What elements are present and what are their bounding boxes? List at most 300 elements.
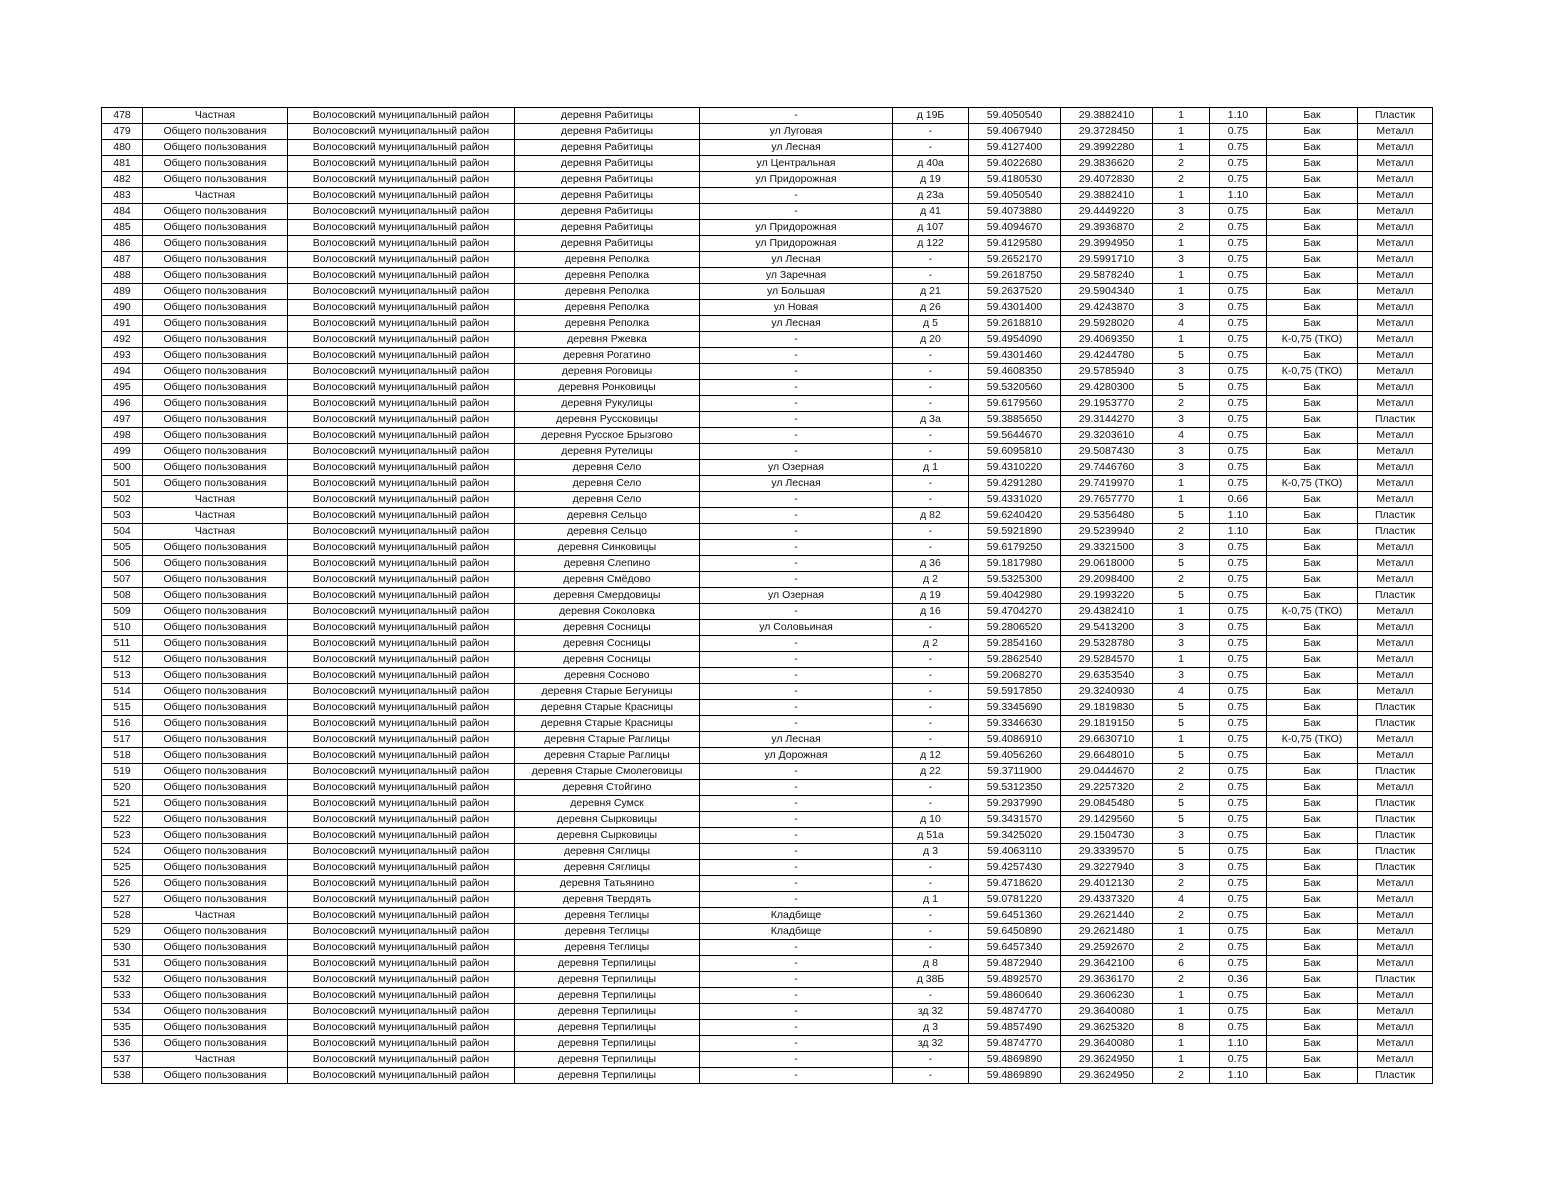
container-count-cell: 1 (1153, 492, 1210, 508)
street-cell: Кладбище (700, 908, 893, 924)
material-cell: Пластик (1358, 828, 1433, 844)
house-cell: - (893, 124, 969, 140)
longitude-cell: 29.3728450 (1061, 124, 1153, 140)
row-number: 518 (102, 748, 143, 764)
district-cell: Волосовский муниципальный район (288, 556, 515, 572)
table-row (102, 188, 1433, 204)
row-number: 481 (102, 156, 143, 172)
material-cell: Металл (1358, 940, 1433, 956)
volume-cell: 1.10 (1210, 1068, 1267, 1084)
row-number: 530 (102, 940, 143, 956)
latitude-cell: 59.6451360 (969, 908, 1061, 924)
latitude-cell: 59.5644670 (969, 428, 1061, 444)
latitude-cell: 59.4869890 (969, 1068, 1061, 1084)
street-cell: ул Придорожная (700, 220, 893, 236)
volume-cell: 0.75 (1210, 300, 1267, 316)
container-count-cell: 3 (1153, 636, 1210, 652)
longitude-cell: 29.1819830 (1061, 700, 1153, 716)
container-type-cell: Бак (1267, 860, 1358, 876)
volume-cell: 0.75 (1210, 1020, 1267, 1036)
material-cell: Металл (1358, 620, 1433, 636)
volume-cell: 0.75 (1210, 636, 1267, 652)
volume-cell: 0.75 (1210, 1052, 1267, 1068)
ownership-cell: Общего пользования (143, 348, 288, 364)
longitude-cell: 29.1993220 (1061, 588, 1153, 604)
district-cell: Волосовский муниципальный район (288, 940, 515, 956)
longitude-cell: 29.3640080 (1061, 1004, 1153, 1020)
longitude-cell: 29.5239940 (1061, 524, 1153, 540)
latitude-cell: 59.4872940 (969, 956, 1061, 972)
container-count-cell: 5 (1153, 556, 1210, 572)
settlement-cell: деревня Смёдово (515, 572, 700, 588)
district-cell: Волосовский муниципальный район (288, 876, 515, 892)
house-cell: - (893, 364, 969, 380)
material-cell: Металл (1358, 124, 1433, 140)
district-cell: Волосовский муниципальный район (288, 396, 515, 412)
container-type-cell: Бак (1267, 620, 1358, 636)
row-number: 536 (102, 1036, 143, 1052)
table-row (102, 364, 1433, 380)
row-number: 537 (102, 1052, 143, 1068)
settlement-cell: деревня Рабитицы (515, 172, 700, 188)
latitude-cell: 59.4608350 (969, 364, 1061, 380)
street-cell: - (700, 892, 893, 908)
container-count-cell: 6 (1153, 956, 1210, 972)
longitude-cell: 29.2592670 (1061, 940, 1153, 956)
longitude-cell: 29.0845480 (1061, 796, 1153, 812)
material-cell: Пластик (1358, 108, 1433, 124)
street-cell: ул Озерная (700, 460, 893, 476)
latitude-cell: 59.4257430 (969, 860, 1061, 876)
row-number: 533 (102, 988, 143, 1004)
longitude-cell: 29.0444670 (1061, 764, 1153, 780)
volume-cell: 0.75 (1210, 332, 1267, 348)
settlement-cell: деревня Терпилицы (515, 1052, 700, 1068)
district-cell: Волосовский муниципальный район (288, 700, 515, 716)
house-cell: - (893, 524, 969, 540)
container-type-cell: Бак (1267, 812, 1358, 828)
container-type-cell: Бак (1267, 300, 1358, 316)
container-count-cell: 5 (1153, 380, 1210, 396)
volume-cell: 0.75 (1210, 732, 1267, 748)
longitude-cell: 29.5356480 (1061, 508, 1153, 524)
house-cell: - (893, 396, 969, 412)
table-row (102, 668, 1433, 684)
table-row (102, 620, 1433, 636)
settlement-cell: деревня Рабитицы (515, 108, 700, 124)
latitude-cell: 59.4127400 (969, 140, 1061, 156)
house-cell: д 82 (893, 508, 969, 524)
row-number: 482 (102, 172, 143, 188)
container-type-cell: Бак (1267, 668, 1358, 684)
longitude-cell: 29.4449220 (1061, 204, 1153, 220)
table-row (102, 540, 1433, 556)
settlement-cell: деревня Село (515, 476, 700, 492)
ownership-cell: Общего пользования (143, 972, 288, 988)
container-count-cell: 3 (1153, 828, 1210, 844)
material-cell: Пластик (1358, 1068, 1433, 1084)
house-cell: - (893, 780, 969, 796)
material-cell: Металл (1358, 1052, 1433, 1068)
longitude-cell: 29.3640080 (1061, 1036, 1153, 1052)
district-cell: Волосовский муниципальный район (288, 892, 515, 908)
house-cell: д 41 (893, 204, 969, 220)
container-type-cell: Бак (1267, 684, 1358, 700)
house-cell: - (893, 684, 969, 700)
longitude-cell: 29.5413200 (1061, 620, 1153, 636)
container-count-cell: 1 (1153, 652, 1210, 668)
latitude-cell: 59.4301460 (969, 348, 1061, 364)
ownership-cell: Общего пользования (143, 940, 288, 956)
ownership-cell: Общего пользования (143, 556, 288, 572)
material-cell: Металл (1358, 220, 1433, 236)
district-cell: Волосовский муниципальный район (288, 796, 515, 812)
container-type-cell: Бак (1267, 828, 1358, 844)
street-cell: ул Лесная (700, 140, 893, 156)
volume-cell: 0.75 (1210, 924, 1267, 940)
volume-cell: 1.10 (1210, 108, 1267, 124)
material-cell: Пластик (1358, 812, 1433, 828)
table-row (102, 892, 1433, 908)
container-count-cell: 1 (1153, 604, 1210, 620)
street-cell: - (700, 716, 893, 732)
ownership-cell: Общего пользования (143, 1004, 288, 1020)
volume-cell: 0.75 (1210, 876, 1267, 892)
container-type-cell: Бак (1267, 988, 1358, 1004)
container-type-cell: К-0,75 (ТКО) (1267, 732, 1358, 748)
row-number: 497 (102, 412, 143, 428)
district-cell: Волосовский муниципальный район (288, 844, 515, 860)
table-row (102, 284, 1433, 300)
longitude-cell: 29.4069350 (1061, 332, 1153, 348)
street-cell: - (700, 556, 893, 572)
container-count-cell: 2 (1153, 396, 1210, 412)
row-number: 526 (102, 876, 143, 892)
container-type-cell: Бак (1267, 908, 1358, 924)
longitude-cell: 29.1429560 (1061, 812, 1153, 828)
ownership-cell: Общего пользования (143, 668, 288, 684)
longitude-cell: 29.2621440 (1061, 908, 1153, 924)
house-cell: д 22 (893, 764, 969, 780)
container-count-cell: 5 (1153, 844, 1210, 860)
table-row (102, 636, 1433, 652)
latitude-cell: 59.4056260 (969, 748, 1061, 764)
settlement-cell: деревня Терпилицы (515, 1036, 700, 1052)
district-cell: Волосовский муниципальный район (288, 908, 515, 924)
container-count-cell: 2 (1153, 220, 1210, 236)
container-type-cell: Бак (1267, 716, 1358, 732)
house-cell: - (893, 908, 969, 924)
latitude-cell: 59.5917850 (969, 684, 1061, 700)
settlement-cell: деревня Старые Красницы (515, 700, 700, 716)
material-cell: Металл (1358, 780, 1433, 796)
longitude-cell: 29.3606230 (1061, 988, 1153, 1004)
house-cell: д 107 (893, 220, 969, 236)
row-number: 491 (102, 316, 143, 332)
latitude-cell: 59.4301400 (969, 300, 1061, 316)
container-type-cell: Бак (1267, 748, 1358, 764)
house-cell: - (893, 380, 969, 396)
material-cell: Металл (1358, 668, 1433, 684)
row-number: 487 (102, 252, 143, 268)
ownership-cell: Общего пользования (143, 748, 288, 764)
row-number: 511 (102, 636, 143, 652)
settlement-cell: деревня Старые Раглицы (515, 732, 700, 748)
material-cell: Пластик (1358, 844, 1433, 860)
data-table (101, 107, 1433, 1084)
volume-cell: 0.75 (1210, 700, 1267, 716)
ownership-cell: Частная (143, 492, 288, 508)
container-count-cell: 2 (1153, 172, 1210, 188)
longitude-cell: 29.3203610 (1061, 428, 1153, 444)
row-number: 490 (102, 300, 143, 316)
settlement-cell: деревня Реполка (515, 284, 700, 300)
material-cell: Металл (1358, 444, 1433, 460)
table-row (102, 348, 1433, 364)
district-cell: Волосовский муниципальный район (288, 812, 515, 828)
table-row (102, 332, 1433, 348)
material-cell: Металл (1358, 332, 1433, 348)
longitude-cell: 29.5087430 (1061, 444, 1153, 460)
settlement-cell: деревня Теглицы (515, 940, 700, 956)
container-type-cell: Бак (1267, 316, 1358, 332)
container-type-cell: Бак (1267, 844, 1358, 860)
house-cell: д 19 (893, 172, 969, 188)
latitude-cell: 59.4954090 (969, 332, 1061, 348)
house-cell: - (893, 252, 969, 268)
longitude-cell: 29.4243870 (1061, 300, 1153, 316)
settlement-cell: деревня Старые Красницы (515, 716, 700, 732)
material-cell: Металл (1358, 204, 1433, 220)
container-count-cell: 1 (1153, 1052, 1210, 1068)
street-cell: - (700, 940, 893, 956)
container-count-cell: 1 (1153, 268, 1210, 284)
district-cell: Волосовский муниципальный район (288, 1068, 515, 1084)
volume-cell: 0.75 (1210, 316, 1267, 332)
ownership-cell: Общего пользования (143, 684, 288, 700)
ownership-cell: Общего пользования (143, 604, 288, 620)
material-cell: Металл (1358, 156, 1433, 172)
district-cell: Волосовский муниципальный район (288, 972, 515, 988)
latitude-cell: 59.4094670 (969, 220, 1061, 236)
settlement-cell: деревня Рутелицы (515, 444, 700, 460)
latitude-cell: 59.4331020 (969, 492, 1061, 508)
ownership-cell: Общего пользования (143, 364, 288, 380)
ownership-cell: Общего пользования (143, 156, 288, 172)
row-number: 510 (102, 620, 143, 636)
longitude-cell: 29.3624950 (1061, 1052, 1153, 1068)
longitude-cell: 29.3882410 (1061, 188, 1153, 204)
longitude-cell: 29.3992280 (1061, 140, 1153, 156)
volume-cell: 0.75 (1210, 540, 1267, 556)
street-cell: - (700, 684, 893, 700)
container-count-cell: 4 (1153, 428, 1210, 444)
container-type-cell: Бак (1267, 348, 1358, 364)
house-cell: - (893, 732, 969, 748)
settlement-cell: деревня Реполка (515, 316, 700, 332)
volume-cell: 1.10 (1210, 1036, 1267, 1052)
longitude-cell: 29.4012130 (1061, 876, 1153, 892)
table-row (102, 860, 1433, 876)
table-row (102, 412, 1433, 428)
settlement-cell: деревня Сырковицы (515, 828, 700, 844)
longitude-cell: 29.7419970 (1061, 476, 1153, 492)
house-cell: д 20 (893, 332, 969, 348)
settlement-cell: деревня Рабитицы (515, 124, 700, 140)
row-number: 521 (102, 796, 143, 812)
material-cell: Металл (1358, 252, 1433, 268)
container-type-cell: Бак (1267, 204, 1358, 220)
container-count-cell: 2 (1153, 780, 1210, 796)
material-cell: Металл (1358, 892, 1433, 908)
district-cell: Волосовский муниципальный район (288, 220, 515, 236)
street-cell: ул Новая (700, 300, 893, 316)
container-count-cell: 1 (1153, 732, 1210, 748)
container-type-cell: Бак (1267, 236, 1358, 252)
container-count-cell: 1 (1153, 924, 1210, 940)
longitude-cell: 29.3144270 (1061, 412, 1153, 428)
street-cell: ул Центральная (700, 156, 893, 172)
row-number: 512 (102, 652, 143, 668)
container-count-cell: 1 (1153, 124, 1210, 140)
district-cell: Волосовский муниципальный район (288, 140, 515, 156)
container-type-cell: Бак (1267, 140, 1358, 156)
container-type-cell: Бак (1267, 172, 1358, 188)
ownership-cell: Общего пользования (143, 1068, 288, 1084)
volume-cell: 0.75 (1210, 172, 1267, 188)
row-number: 527 (102, 892, 143, 908)
container-type-cell: Бак (1267, 396, 1358, 412)
street-cell: ул Придорожная (700, 236, 893, 252)
street-cell: - (700, 380, 893, 396)
row-number: 478 (102, 108, 143, 124)
volume-cell: 0.75 (1210, 1004, 1267, 1020)
row-number: 507 (102, 572, 143, 588)
ownership-cell: Общего пользования (143, 956, 288, 972)
volume-cell: 0.75 (1210, 588, 1267, 604)
material-cell: Металл (1358, 300, 1433, 316)
district-cell: Волосовский муниципальный район (288, 492, 515, 508)
ownership-cell: Общего пользования (143, 1020, 288, 1036)
district-cell: Волосовский муниципальный район (288, 780, 515, 796)
district-cell: Волосовский муниципальный район (288, 956, 515, 972)
settlement-cell: деревня Рабитицы (515, 204, 700, 220)
material-cell: Металл (1358, 908, 1433, 924)
container-type-cell: Бак (1267, 492, 1358, 508)
table-row (102, 220, 1433, 236)
container-type-cell: Бак (1267, 540, 1358, 556)
settlement-cell: деревня Старые Раглицы (515, 748, 700, 764)
street-cell: - (700, 492, 893, 508)
row-number: 504 (102, 524, 143, 540)
latitude-cell: 59.2806520 (969, 620, 1061, 636)
house-cell: - (893, 652, 969, 668)
row-number: 501 (102, 476, 143, 492)
latitude-cell: 59.2068270 (969, 668, 1061, 684)
street-cell: ул Придорожная (700, 172, 893, 188)
house-cell: д 40а (893, 156, 969, 172)
house-cell: д 3а (893, 412, 969, 428)
container-type-cell: Бак (1267, 252, 1358, 268)
volume-cell: 0.75 (1210, 412, 1267, 428)
volume-cell: 0.75 (1210, 748, 1267, 764)
volume-cell: 0.75 (1210, 428, 1267, 444)
street-cell: - (700, 108, 893, 124)
table-row (102, 876, 1433, 892)
ownership-cell: Общего пользования (143, 300, 288, 316)
container-count-cell: 2 (1153, 940, 1210, 956)
street-cell: - (700, 364, 893, 380)
container-count-cell: 3 (1153, 620, 1210, 636)
table-row (102, 268, 1433, 284)
ownership-cell: Общего пользования (143, 924, 288, 940)
street-cell: - (700, 1020, 893, 1036)
material-cell: Металл (1358, 140, 1433, 156)
ownership-cell: Общего пользования (143, 380, 288, 396)
row-number: 509 (102, 604, 143, 620)
district-cell: Волосовский муниципальный район (288, 1036, 515, 1052)
container-count-cell: 5 (1153, 348, 1210, 364)
material-cell: Металл (1358, 748, 1433, 764)
container-count-cell: 2 (1153, 764, 1210, 780)
row-number: 484 (102, 204, 143, 220)
row-number: 495 (102, 380, 143, 396)
material-cell: Металл (1358, 396, 1433, 412)
longitude-cell: 29.4072830 (1061, 172, 1153, 188)
latitude-cell: 59.4042980 (969, 588, 1061, 604)
house-cell: - (893, 348, 969, 364)
house-cell: - (893, 140, 969, 156)
latitude-cell: 59.4310220 (969, 460, 1061, 476)
house-cell: - (893, 620, 969, 636)
latitude-cell: 59.2937990 (969, 796, 1061, 812)
district-cell: Волосовский муниципальный район (288, 636, 515, 652)
house-cell: д 38Б (893, 972, 969, 988)
district-cell: Волосовский муниципальный район (288, 1004, 515, 1020)
street-cell: - (700, 188, 893, 204)
ownership-cell: Общего пользования (143, 540, 288, 556)
table-row (102, 716, 1433, 732)
container-type-cell: Бак (1267, 444, 1358, 460)
container-type-cell: Бак (1267, 124, 1358, 140)
row-number: 485 (102, 220, 143, 236)
row-number: 538 (102, 1068, 143, 1084)
district-cell: Волосовский муниципальный район (288, 668, 515, 684)
street-cell: - (700, 780, 893, 796)
latitude-cell: 59.4022680 (969, 156, 1061, 172)
district-cell: Волосовский муниципальный район (288, 524, 515, 540)
ownership-cell: Общего пользования (143, 220, 288, 236)
row-number: 513 (102, 668, 143, 684)
volume-cell: 0.75 (1210, 844, 1267, 860)
street-cell: - (700, 652, 893, 668)
material-cell: Пластик (1358, 700, 1433, 716)
row-number: 496 (102, 396, 143, 412)
latitude-cell: 59.4704270 (969, 604, 1061, 620)
district-cell: Волосовский муниципальный район (288, 572, 515, 588)
latitude-cell: 59.4063110 (969, 844, 1061, 860)
street-cell: - (700, 524, 893, 540)
district-cell: Волосовский муниципальный район (288, 1052, 515, 1068)
settlement-cell: деревня Сяглицы (515, 844, 700, 860)
container-type-cell: Бак (1267, 956, 1358, 972)
settlement-cell: деревня Рабитицы (515, 236, 700, 252)
table-row (102, 1036, 1433, 1052)
latitude-cell: 59.4718620 (969, 876, 1061, 892)
container-type-cell: К-0,75 (ТКО) (1267, 604, 1358, 620)
settlement-cell: деревня Терпилицы (515, 1020, 700, 1036)
table-row (102, 572, 1433, 588)
